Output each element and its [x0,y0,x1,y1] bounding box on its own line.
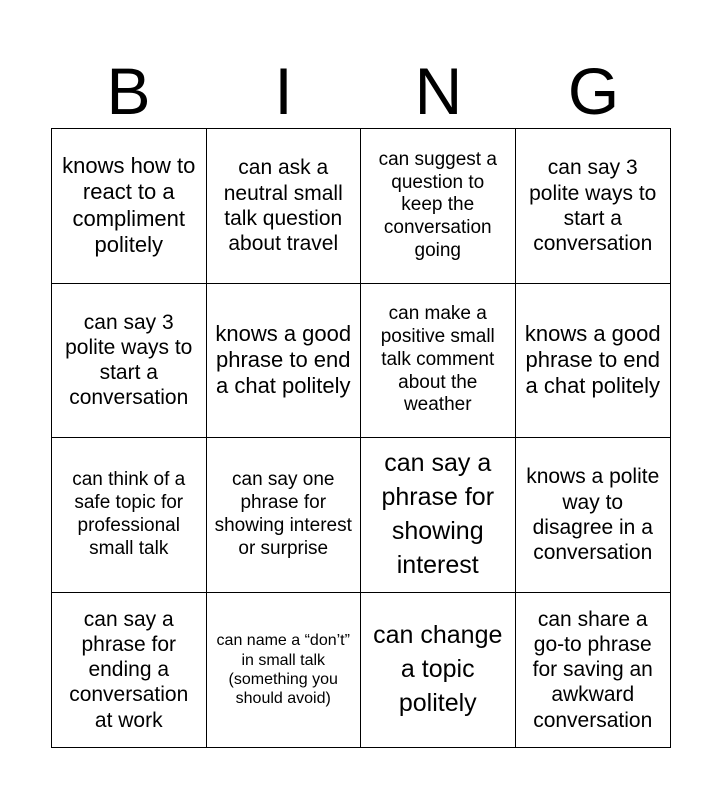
bingo-cell[interactable] [516,593,671,748]
header-letter-g: G [567,54,620,128]
cell-text: can say a phrase for ending a conversation at work [69,607,189,732]
bingo-cell[interactable] [516,129,671,284]
bingo-cell[interactable] [207,129,362,284]
cell-text: can make a positive small talk comment about the weather [380,303,495,416]
cell-text: can ask a neutral small talk question about travel [223,156,343,255]
bingo-header [51,55,671,127]
header-letter-b: B [106,54,151,128]
bingo-cell[interactable] [516,438,671,593]
bingo-cell[interactable] [516,284,671,439]
cell-text: knows a polite way to disagree in a conversation [526,465,660,564]
bingo-cell[interactable] [361,438,516,593]
bingo-cell[interactable] [207,284,362,439]
cell-text: can say a phrase for showing interest [381,449,495,579]
bingo-cell[interactable] [361,593,516,748]
header-letter-n: N [414,54,463,128]
cell-text: can change a topic politely [373,621,503,717]
header-letter-i: I [274,54,293,128]
bingo-cell[interactable] [361,284,516,439]
cell-text: can say 3 polite ways to start a conversation [529,156,657,255]
cell-text: knows a good phrase to end a chat politely [524,320,661,399]
bingo-cell[interactable] [207,438,362,593]
bingo-board [51,128,671,748]
cell-text: knows how to react to a compliment politely [62,152,196,258]
cell-text: can say one phrase for showing interest or surprise [214,469,352,559]
cell-text: can think of a safe topic for professional small talk [72,469,186,559]
cell-text: can say 3 polite ways to start a conversation [65,310,193,410]
bingo-cell[interactable] [52,129,207,284]
bingo-cell[interactable] [361,129,516,284]
bingo-cell[interactable] [52,593,207,748]
bingo-cell[interactable] [52,284,207,439]
cell-text: can name a “don’t” in small talk (something you should avoid) [216,632,350,707]
cell-text: knows a good phrase to end a chat politely [215,320,352,399]
cell-text: can share a go-to phrase for saving an awkward conversation [532,607,653,732]
bingo-cell[interactable] [52,438,207,593]
bingo-cell[interactable] [207,593,362,748]
cell-text: can suggest a question to keep the conversation going [378,148,497,261]
